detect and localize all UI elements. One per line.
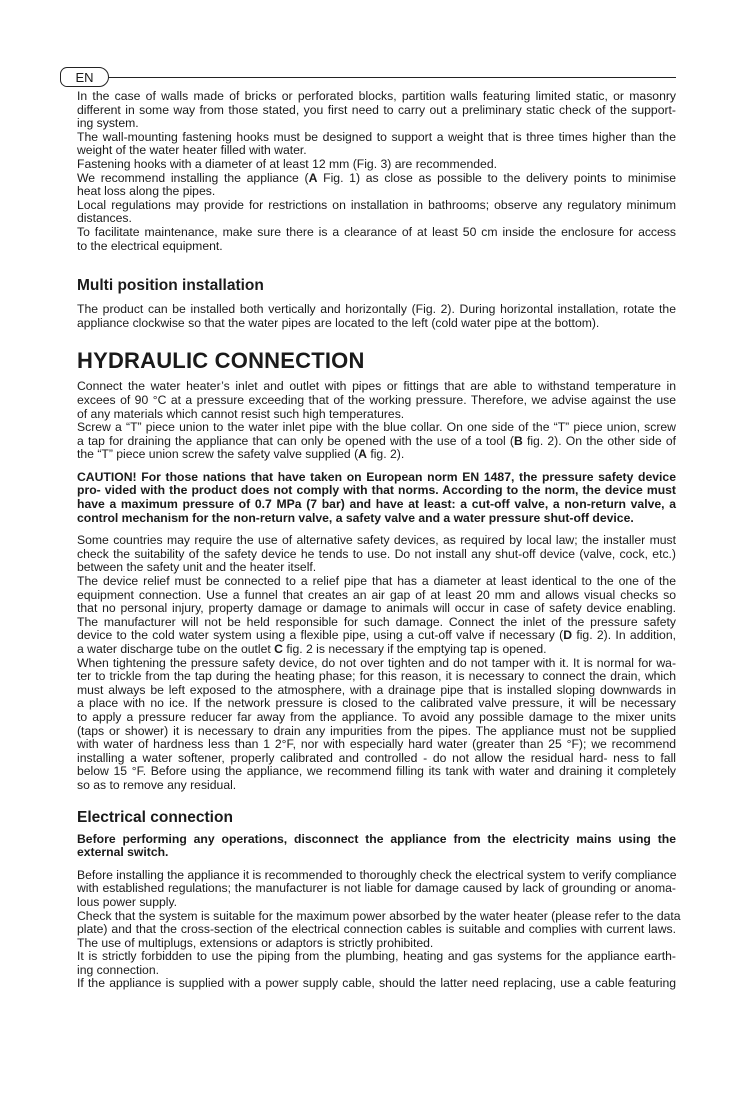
paragraph [77, 950, 676, 977]
document-body [77, 89, 681, 991]
section [77, 277, 676, 330]
text-line: excees of 90 °C at a pressure exceeding that of the working pressure. Therefore, we advise against the use [77, 392, 676, 407]
text-line: Connect the water heater’s inlet and outlet with pipes or fittings that are able to withstand temperature in [77, 379, 676, 394]
text-line: Check that the system is suitable for the maximum power absorbed by the water heater (please refer to the data [77, 908, 681, 923]
text-line: must always be left exposed to the atmosphere, with a drainage pipe that is installed sloping downwards in [77, 682, 676, 697]
text-line: distances. [77, 211, 132, 226]
section [77, 90, 676, 253]
text-line: The device relief must be connected to a relief pipe that has a diameter at least identical to the one of the [77, 574, 676, 589]
text-line: of any materials which cannot resist such high temperatures. [77, 406, 405, 421]
text-line: It is strictly forbidden to use the piping from the plumbing, heating and gas systems for the appliance earth- [77, 949, 676, 964]
text-line: a tap for draining the appliance that can only be opened with the use of a tool (B fig. 2). On the other side of [77, 433, 677, 448]
text-line: heat loss along the pipes. [77, 184, 216, 199]
text-line: The use of multiplugs, extensions or adaptors is strictly prohibited. [77, 935, 434, 950]
paragraph [77, 303, 676, 330]
text-line: the “T” piece union screw the safety valve supplied (A fig. 2). [77, 447, 405, 462]
warning-paragraph [77, 471, 676, 525]
paragraph [77, 534, 676, 575]
text-line: ing connection. [77, 962, 159, 977]
section-heading: HYDRAULIC CONNECTION [77, 348, 365, 374]
paragraph [77, 657, 676, 793]
paragraph [77, 158, 676, 172]
paragraph [77, 421, 676, 462]
text-line: lous power supply. [77, 894, 178, 909]
text-line: control mechanism for the non-return valve, a safety valve and a water pressure shut-off device. [77, 510, 634, 525]
language-tab: EN [60, 67, 109, 87]
paragraph [77, 977, 676, 991]
text-line: equipment connection. Use a funnel that creates an air gap of at least 20 mm and allows visual checks so [77, 587, 676, 602]
text-line: to the electrical equipment. [77, 238, 223, 253]
text-line: device to the cold water system using a flexible pipe, using a cut-off valve if necessary (D fig. 2). In addition, [77, 628, 676, 643]
text-line: different in some way from those stated, you first need to carry out a preliminary static check of the support- [77, 102, 676, 117]
section-heading: Multi position installation [77, 277, 264, 295]
text-line: (taps or shower) it is necessary to drain any impurities from the pipes. The appliance must not be supplied [77, 723, 676, 738]
text-line: have a maximum pressure of 0.7 MPa (7 bar) and have at least: a cut-off valve, a non-return valve, a [77, 497, 676, 512]
text-line: a water discharge tube on the outlet C fig. 2 is necessary if the emptying tap is opened. [77, 642, 547, 656]
text-line: ing system. [77, 116, 139, 131]
warning-paragraph [77, 833, 676, 860]
paragraph [77, 226, 676, 253]
text-line: Fastening hooks with a diameter of at least 12 mm (Fig. 3) are recommended. [77, 156, 497, 171]
text-line: between the safety unit and the heater itself. [77, 560, 317, 575]
text-line: Before installing the appliance it is recommended to thoroughly check the electrical system to verify compliance [77, 867, 677, 882]
text-line: below 15 °F. Before using the appliance, we recommend filling its tank with water and draining it completely [77, 764, 676, 779]
figure-reference: D [563, 628, 572, 643]
figure-reference: A [308, 170, 318, 185]
text-line: so as to remove any residual. [77, 777, 237, 792]
figure-reference: A [358, 447, 367, 462]
paragraph [77, 199, 676, 226]
text-line: check the suitability of the safety device he tends to use. Do not install any shut-off device (valve, cock, etc.) [77, 546, 676, 561]
text-line: appliance clockwise so that the water pipes are located to the left (cold water pipe at the bottom). [77, 315, 600, 330]
text-line: To facilitate maintenance, make sure there is a clearance of at least 50 cm inside the enclosure for access [77, 224, 676, 239]
paragraph [77, 131, 676, 158]
text-line: When tightening the pressure safety device, do not over tighten and do not tamper with it. It is normal for wa- [77, 655, 676, 670]
header-rule [109, 77, 676, 78]
section [77, 808, 681, 992]
text-line: ter to trickle from the tap during the heating phase; for this reason, it is necessary to connect the drain, which [77, 669, 676, 684]
paragraph [77, 90, 676, 131]
paragraph [77, 172, 676, 199]
text-line: In the case of walls made of bricks or perforated blocks, partition walls featuring limited static, or masonry [77, 89, 676, 103]
text-line: plate) and that the cross-section of the electrical connection cables is suitable and complies with current laws. [77, 922, 676, 937]
section [77, 348, 676, 792]
text-line: to apply a pressure reducer far away from the appliance. To avoid any possible damage to the mixer units [77, 709, 676, 724]
text-line: Screw a “T” piece union to the water inlet pipe with the blue collar. On one side of the “T” piece union, screw [77, 420, 676, 435]
text-line: Before performing any operations, disconnect the appliance from the electricity mains using the [77, 831, 676, 846]
figure-reference: C [274, 642, 283, 656]
text-line: with water of hardness less than 1 2°F, nor with especially hard water (greater than 25 °F); we recommend [77, 737, 676, 752]
text-line: CAUTION! For those nations that have taken on European norm EN 1487, the pressure safety device [77, 469, 676, 484]
text-line: with established regulations; the manufacturer is not liable for damage caused by lack of grounding or anoma- [77, 881, 676, 896]
figure-reference: B [513, 433, 523, 448]
paragraph [77, 908, 681, 951]
text-line: a place with no ice. If the network pressure is closed to the calibrated valve pressure, it will be necessary [77, 696, 676, 711]
text-line: If the appliance is supplied with a power supply cable, should the latter need replacing, use a cable featuring [77, 976, 676, 991]
text-line: weight of the water heater filled with water. [77, 143, 307, 158]
text-line: Local regulations may provide for restrictions on installation in bathrooms; observe any regulatory minimum [77, 197, 676, 212]
text-line: The wall-mounting fastening hooks must be designed to support a weight that is three times higher than the [77, 129, 676, 144]
section-heading: Electrical connection [77, 808, 233, 826]
text-line: installing a water softener, properly calibrated and controlled - do not allow the residual hard- ness to fall [77, 750, 676, 765]
text-line: Some countries may require the use of alternative safety devices, as required by local law; the installer must [77, 533, 676, 548]
text-line: The manufacturer will not be held responsible for such damage. Connect the inlet of the pressure safety [77, 614, 676, 629]
text-line: that no personal injury, property damage or damage to animals will occur in case of safety device enabling. [77, 601, 676, 616]
text-line: We recommend installing the appliance (A Fig. 1) as close as possible to the delivery points to minimise [77, 170, 676, 185]
text-line: The product can be installed both vertically and horizontally (Fig. 2). During horizontal installation, rotate the [77, 302, 676, 317]
paragraph [77, 575, 676, 657]
text-line: pro- vided with the product does not comply with that norms. According to the norm, the device must [77, 483, 676, 498]
text-line: external switch. [77, 845, 169, 860]
paragraph [77, 380, 676, 421]
paragraph [77, 869, 676, 910]
